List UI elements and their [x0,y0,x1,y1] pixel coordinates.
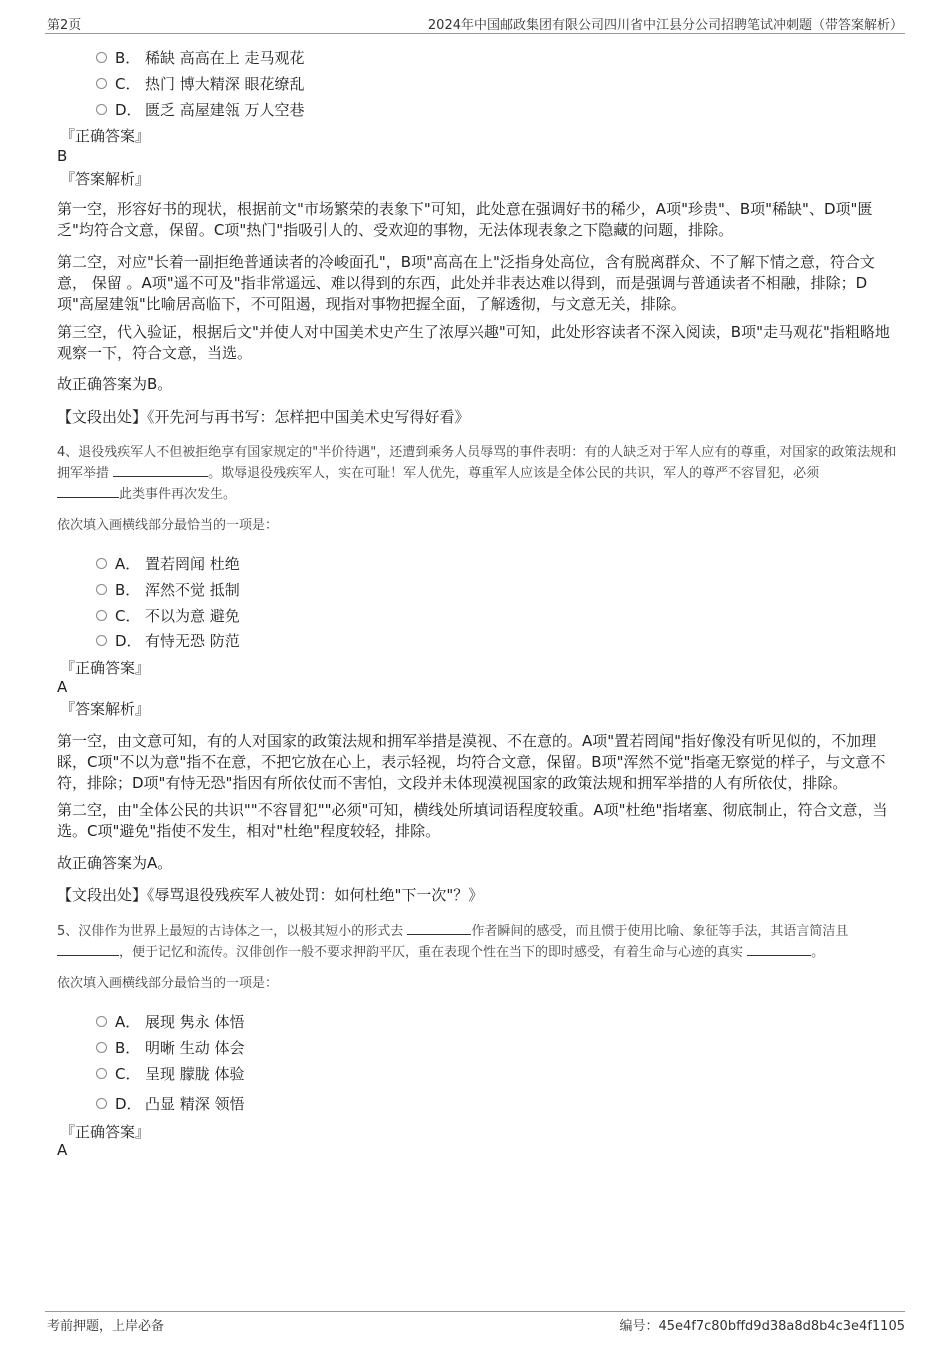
q4-instruction: 依次填入画横线部分最恰当的一项是： [57,518,279,533]
q3-analysis-paragraph: 第一空，形容好书的现状，根据前文"市场繁荣的表象下"可知，此处意在强调好书的稀少，A项"珍贵"、B项"稀缺"、D项"匮乏"均符合文意，保留。C项"热门"指吸引人的、受欢迎的事物，无法体现表象之下隐藏的问题，排除。 [57,200,873,239]
footer-slogan: 考前押题，上岸必备 [47,1319,165,1334]
q5-option-a[interactable]: A． 展现 隽永 体悟 [96,1011,245,1032]
q5-instruction: 依次填入画横线部分最恰当的一项是： [57,976,279,991]
q4-option-c[interactable]: C． 不以为意 避免 [96,605,240,626]
q3-source: 【文段出处】《开先河与再书写：怎样把中国美术史写得好看》 [57,408,470,426]
q4-stem: 4、退役残疾军人不但被拒绝享有国家规定的"半价待遇"，还遭到乘务人员辱骂的事件表明：有的人缺乏对于军人应有的尊重，对国家的政策法规和拥军举措 。欺辱退役残疾军人，实在可耻！军人优先，尊重军人应该是全体公民的共识，军人的尊严不容冒犯，必须 此类事件再次发生。 [57,445,897,502]
radio-icon[interactable] [96,584,107,595]
q4-analysis-paragraph: 第一空，由文意可知，有的人对国家的政策法规和拥军举措是漠视、不在意的。A项"置若罔闻"指好像没有听见似的，不加理睬，C项"不以为意"指不在意，不把它放在心上，表示轻视，均符合文意，保留。B项"浑然不觉"指毫无察觉的样子，与文意不符，排除；D项"有恃无恐"指因有所依仗而不害怕，文段并未体现漠视国家的政策法规和拥军举措的人有所依仗，排除。 [57,732,886,792]
q5-option-c[interactable]: C． 呈现 朦胧 体验 [96,1063,245,1084]
radio-icon[interactable] [96,104,107,115]
q4-answer: A [57,678,68,696]
header-divider [45,33,905,34]
q4-conclusion: 故正确答案为A。 [57,854,173,872]
q4-analysis-paragraph: 第二空，由"全体公民的共识""不容冒犯""必须"可知，横线处所填词语程度较重。A项"杜绝"指堵塞、彻底制止，符合文意，当选。C项"避免"指使不发生，相对"杜绝"程度较轻，排除。 [57,801,888,840]
q4-answer-label: 『正确答案』 [60,659,151,677]
q4-analysis-label: 『答案解析』 [60,700,151,718]
q5-option-d[interactable]: D． 凸显 精深 领悟 [96,1093,245,1114]
q3-conclusion: 故正确答案为B。 [57,375,173,393]
q5-stem: 5、汉俳作为世界上最短的古诗体之一，以极其短小的形式去 作者瞬间的感受，而且惯于使用比喻、象征等手法，其语言简洁且 ，便于记忆和流传。汉俳创作一般不要求押韵平仄，重在表现个性在当下的即时感受，有着生命与心迹的真实 。 [57,924,849,960]
q5-answer: A [57,1141,68,1159]
footer-divider [45,1311,905,1312]
radio-icon[interactable] [96,558,107,569]
q3-option-c[interactable]: C． 热门 博大精深 眼花缭乱 [96,73,305,94]
q3-option-d[interactable]: D． 匮乏 高屋建瓴 万人空巷 [96,99,305,120]
q3-answer-label: 『正确答案』 [60,127,151,145]
q4-source: 【文段出处】《辱骂退役残疾军人被处罚：如何杜绝"下一次"？》 [57,886,484,904]
radio-icon[interactable] [96,78,107,89]
page-number: 第2页 [47,18,82,33]
q5-answer-label: 『正确答案』 [60,1123,151,1141]
radio-icon[interactable] [96,1098,107,1109]
radio-icon[interactable] [96,52,107,63]
q3-analysis-label: 『答案解析』 [60,170,151,188]
q3-option-b[interactable]: B． 稀缺 高高在上 走马观花 [96,47,305,68]
q4-option-a[interactable]: A． 置若罔闻 杜绝 [96,553,240,574]
radio-icon[interactable] [96,1016,107,1027]
fill-blank [407,922,471,935]
q3-analysis-paragraph: 第二空，对应"长着一副拒绝普通读者的冷峻面孔"，B项"高高在上"泛指身处高位，含有脱离群众、不了解下情之意，符合文意， 保留 。A项"遥不可及"指非常遥远、难以得到的东西，此处并非表达难以得到，而是强调与普通读者不相融，排除；D项"高屋建瓴"比喻居高临下，不可阻遏，现指对事物把握全面，了解透彻，与文意无关，排除。 [57,253,875,313]
fill-blank [57,943,119,956]
q5-option-b[interactable]: B． 明晰 生动 体会 [96,1037,245,1058]
q3-analysis-paragraph: 第三空，代入验证，根据后文"并使人对中国美术史产生了浓厚兴趣"可知，此处形容读者不深入阅读，B项"走马观花"指粗略地观察一下，符合文意，当选。 [57,323,890,362]
radio-icon[interactable] [96,1068,107,1079]
document-title: 2024年中国邮政集团有限公司四川省中江县分公司招聘笔试冲刺题（带答案解析） [427,18,903,33]
q4-option-b[interactable]: B． 浑然不觉 抵制 [96,579,240,600]
fill-blank [747,943,811,956]
q3-answer: B [57,147,68,165]
fill-blank [113,464,208,477]
q4-option-d[interactable]: D． 有恃无恐 防范 [96,630,240,651]
document-id: 编号：45e4f7c80bffd9d38a8d8b4c3e4f1105 [619,1319,905,1334]
radio-icon[interactable] [96,610,107,621]
radio-icon[interactable] [96,635,107,646]
fill-blank [57,485,119,498]
radio-icon[interactable] [96,1042,107,1053]
